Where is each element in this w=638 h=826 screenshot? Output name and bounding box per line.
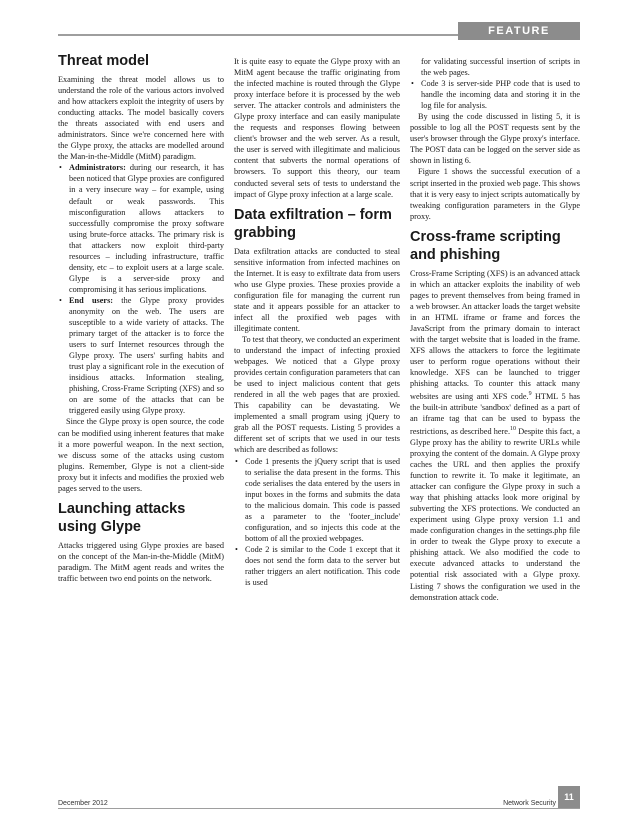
heading-threat-model: Threat model	[58, 53, 150, 69]
paragraph: Data exfiltration attacks are conducted to steal sensitive information from infected machines on the Internet. It is easy to exfiltrate data from users who use Glype proxies. These proxies provide a configuration file for managing the current run state and it appears possible for an attacker to infect all the proxified web pages with illegitimate content.	[234, 246, 400, 333]
footer-journal: Network Security	[503, 800, 556, 807]
bullet-list	[410, 56, 580, 111]
section-label: FEATURE	[458, 22, 580, 40]
column-3	[410, 56, 580, 603]
heading-launching-attacks: Launching attacks using Glype	[58, 500, 186, 535]
list-item: for validating successful insertion of scripts in the web pages.	[421, 57, 580, 78]
paragraph: It is quite easy to equate the Glype proxy with an MitM agent because the traffic originating from the infected machine is routed through the Glype proxy interface before it is processed by the web server. The attacker controls and administers the Glype proxy interface and can easily manipulate the requests and responses flowing between client's browser and the web server. As a result, the user is served with illegitimate and malicious content that subverts the normal operations of browsers. To support this theory, our team conducted several sets of tests to understand the impact of Glype proxy infection at a large scale.	[234, 57, 400, 199]
paragraph: To test that theory, we conducted an experiment to understand the impact of infecting proxied webpages. We noticed that a Glype proxy provides certain configuration parameters that can be used to inject malicious content that gets rendered in all the web pages that are proxied. This capability can be devastating. We implemented a small program using jQuery to grab all the POST requests. Listing 5 provides a different set of scripts that we used in our tests which are described as follows:	[234, 334, 400, 455]
column-2	[234, 56, 400, 588]
bullet-text: the Glype proxy provides anonymity on the web. The users are susceptible to a wide variety of attacks. The primary target of the attacker is to force the users to surf Internet resources through the Glype proxy. The users' surfing habits and trust play a significant role in the execution of insidious attacks. Information stealing, phishing, Cross-Frame Scripting (XFS) and so on are some of the attacks that can be triggered easily using Glype proxy.	[69, 295, 224, 416]
paragraph: By using the code discussed in listing 5, it is possible to log all the POST requests sent by the user's browser through the Glype proxy's interface. The POST data can be logged on the server side as shown in listing 6.	[410, 112, 580, 166]
bullet-list	[234, 456, 400, 589]
page-number: 11	[558, 786, 580, 808]
heading-cross-frame-scripting: Cross-frame scripting and phishing	[410, 228, 561, 263]
bullet-label: Administrators:	[69, 163, 126, 173]
paragraph: Cross-Frame Scripting (XFS) is an advanced attack in which an attacker exploits the inability of web pages to prevent themselves from being framed in a web browser. An attacker loads the target website in an HTML iframe or frame and forces the JavaScript from the primary domain to interact with the target website that is loaded in the frame. XFS allows the attackers to force the legitimate user to perform rogue operations without their knowledge. XFS can be launched to trigger phishing attacks. To counter this attack many websites are using anti XFS code.$^9$ HTML 5 has the built-in attribute 'sandbox' defined as a part of an iframe tag that can be used to bypass the restrictions, as described here.$^{10}$ Despite this fact, a Glype proxy has the ability to rewrite URLs while proxying the content of the domain. A Glype proxy caches the URL and then applies the proxify function to rewrite it. To make it legitimate, an attacker can configure the Glype proxy in such a way that phishing attacks look more original by subverting the XFS protections. We conducted an experiment using Glype proxy version 1.1 and made configuration changes in the settings.php file in order to tweak the Glype proxy to execute a phishing attack. We also modified the code to execute advanced attacks to understand the potential risk associated with a Glype proxy. Listing 7 shows the configuration we used in the demonstration attack code.	[410, 268, 581, 602]
column-1	[58, 52, 224, 584]
footer-rule	[58, 808, 580, 809]
list-item: • Administrators: during our research, it has been noticed that Glype proxies are configured in a very insecure way – for example, using default or weak passwords. This misconfiguration allows attackers to successfully compromise the proxy software using brute-force attacks. The primary risk is that attackers now exploit third-party resources – including infrastructure, traffic density, etc – to exploit users at a large scale. Glype is a server-side proxy and compromising it has serious implications.	[59, 163, 224, 294]
paragraph: Since the Glype proxy is open source, the code can be modified using inherent features that make it a more powerful weapon. In the next section, we discuss some of the attacks using custom plugins. Remember, Glype is not a client-side proxy but it infects and modifies the proxied web pages served to the users.	[58, 417, 224, 493]
heading-data-exfiltration: Data exfiltration – form grabbing	[234, 206, 392, 241]
list-item: • End users: the Glype proxy provides anonymity on the web. The users are susceptible to a wide variety of attacks. The primary target of the attacker is to force the users to surf Internet resources through the Glype proxy. The users' surfing habits and trust play a significant role in the execution of insidious attacks. Information stealing, phishing, Cross-Frame Scripting (XFS) and so on are some of the attacks that can be triggered easily using Glype proxy.	[59, 295, 224, 416]
list-item: • Code 3 is server-side PHP code that is used to handle the incoming data and storing it in the log file for analysis.	[411, 79, 580, 111]
paragraph: Attacks triggered using Glype proxies are based on the concept of the Man-in-the-Middle (MitM) paradigm. The MitM agent reads and writes the traffic between two end points on the network.	[58, 540, 224, 583]
bullet-list	[58, 162, 224, 416]
paragraph: Examining the threat model allows us to understand the role of the various actors involved and how attackers exploit the integrity of users by conducting attacks. The model basically covers the threats associated with end users and administrators. Since we're concerned here with the Glype proxy, the attacks are modelled around the Man-in-the-Middle (MitM) paradigm.	[58, 75, 224, 162]
list-item: • Code 1 presents the jQuery script that is used to serialise the data present in the forms. This code serialises the data entered by the users in input boxes in the forms and submits the data to the malicious domain. This code is passed as a parameter to the 'footer_include' configuration, and so injects this code at the bottom of all the proxied webpages.	[235, 456, 400, 543]
bullet-label: End users:	[69, 295, 114, 305]
bullet-text: during our research, it has been noticed that Glype proxies are configured in a very insecure way – for example, using default or weak passwords. This misconfiguration allows attackers to successfully compromise the proxy software using brute-force attacks. The primary risk is that attackers now exploit third-party resources – including infrastructure, traffic density, etc – to exploit users at a large scale. Glype is a server-side proxy and compromising it has serious implications.	[69, 163, 224, 294]
footer-date: December 2012	[58, 800, 108, 807]
paragraph: Figure 1 shows the successful execution of a script inserted in the proxied web page. This shows that it is very easy to inject scripts automatically by tweaking configuration parameters in the Glype proxy.	[410, 167, 580, 221]
list-item: • Code 2 is similar to the Code 1 except that it does not send the form data to the server but rather triggers an alert notification. This code is used	[235, 544, 400, 588]
